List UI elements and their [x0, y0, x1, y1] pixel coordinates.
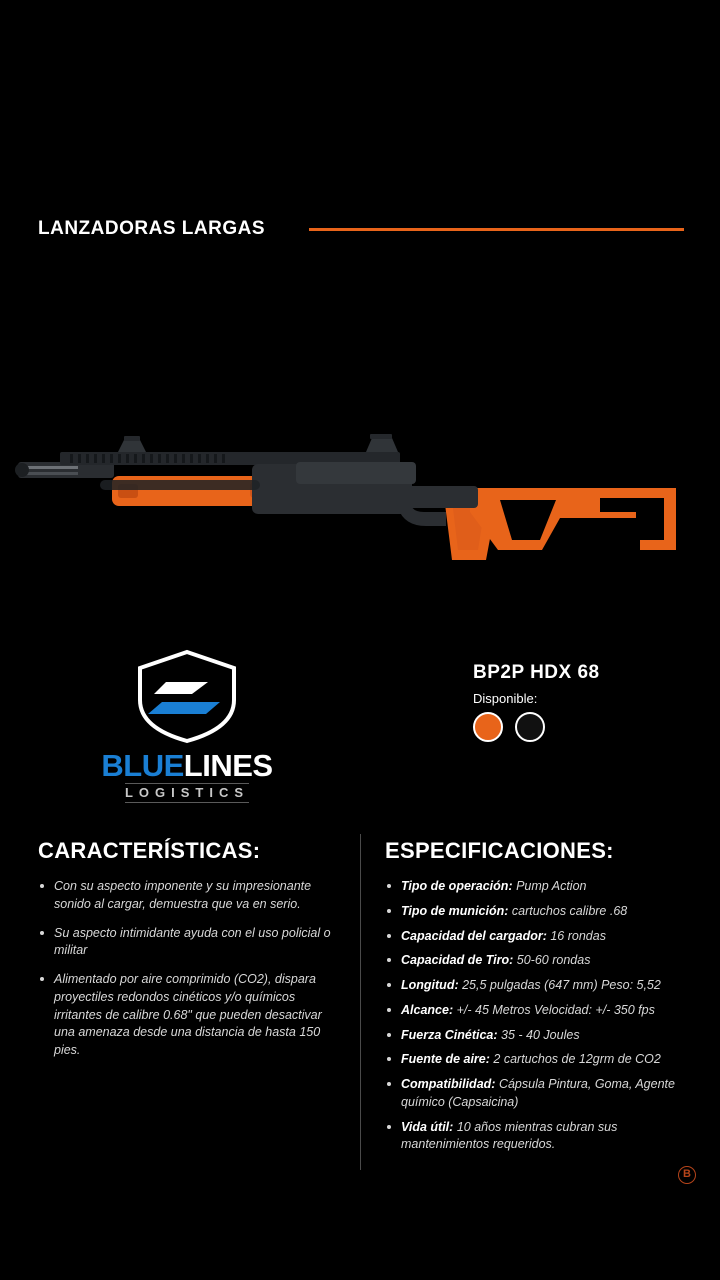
spec-key: Capacidad del cargador: [401, 928, 547, 943]
features-list [38, 878, 334, 1060]
spec-key: Longitud: [401, 978, 459, 992]
list-item [385, 977, 706, 995]
list-item [385, 1119, 706, 1155]
header [38, 218, 684, 240]
details-section [0, 828, 720, 1178]
list-item: Su aspecto intimidante ayuda con el uso policial o militar [38, 925, 334, 961]
product-image [0, 400, 720, 620]
spec-key: Capacidad de Tiro: [401, 953, 514, 968]
list-item [385, 1002, 706, 1020]
spec-value: Pump Action [516, 879, 587, 893]
logo-word-secondary: LINES [183, 748, 273, 783]
list-item [385, 1027, 706, 1045]
spec-value: 2 cartuchos de 12grm de CO2 [493, 1052, 661, 1067]
spec-key: Tipo de operación: [401, 879, 513, 893]
spec-key: Tipo de munición: [401, 903, 509, 918]
spec-value: 25,5 pulgadas (647 mm) Peso: 5,52 [462, 978, 661, 992]
spec-value: cartuchos calibre .68 [511, 903, 628, 918]
logo-tagline: LOGISTICS [125, 783, 249, 803]
color-swatch-orange[interactable] [473, 712, 503, 742]
color-swatches [473, 712, 703, 742]
spec-key: Vida útil: [401, 1119, 454, 1134]
model-name: BP2P HDX 68 [473, 662, 600, 683]
spec-key: Fuerza Cinética: [401, 1027, 498, 1042]
spec-value: 10 años mientras cubran sus mantenimientos requeridos. [401, 1119, 618, 1152]
spec-value: 16 rondas [550, 928, 606, 943]
list-item: Alimentado por aire comprimido (CO2), dispara proyectiles redondos cinéticos y/o químicos irritantes de calibre 0.68" que pueden desactivar una amenaza desde una distancia de hasta 150 pies. [38, 971, 334, 1060]
list-item [385, 928, 706, 946]
launcher-illustration [0, 400, 720, 620]
logo-wordmark [62, 750, 312, 781]
list-item [385, 952, 706, 970]
spec-value: +/- 45 Metros Velocidad: +/- 350 fps [456, 1002, 655, 1017]
spec-key: Alcance: [401, 1002, 454, 1017]
color-swatch-black[interactable] [515, 712, 545, 742]
availability-label: Disponible: [473, 691, 538, 706]
logo-word-primary: BLUE [101, 748, 184, 783]
list-item: Con su aspecto imponente y su impresionante sonido al cargar, demuestra que va en serio. [38, 878, 334, 914]
spec-value: Cápsula Pintura, Goma, Agente químico (Capsaicina) [401, 1077, 675, 1109]
features-title: CARACTERÍSTICAS: [38, 838, 261, 863]
header-rule [309, 228, 684, 231]
spec-key: Fuente de aire: [401, 1052, 490, 1067]
specifications-column [361, 828, 720, 1178]
spec-value: 35 - 40 Joules [501, 1027, 580, 1042]
specifications-title: ESPECIFICACIONES: [385, 838, 614, 863]
list-item [385, 1076, 706, 1112]
specifications-list [385, 878, 706, 1154]
model-block [473, 662, 703, 742]
spec-value: 50-60 rondas [516, 953, 591, 968]
manufacturer-mark-icon: B [678, 1166, 696, 1184]
features-column [0, 828, 360, 1178]
spec-key: Compatibilidad: [401, 1077, 496, 1091]
bottom-bar [0, 1218, 720, 1280]
list-item [385, 1051, 706, 1069]
list-item [385, 878, 706, 896]
brand-logo [62, 648, 312, 803]
list-item [385, 903, 706, 921]
shield-icon [132, 648, 242, 744]
page-title: LANZADORAS LARGAS [38, 218, 265, 239]
